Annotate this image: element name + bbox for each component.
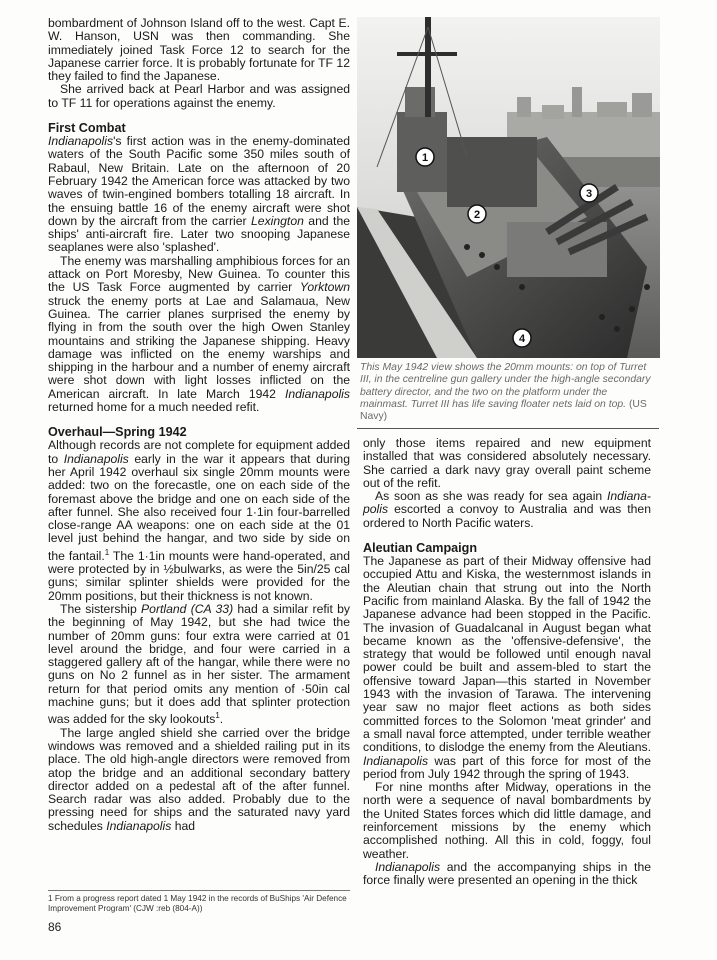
photo-credit: (US Navy)	[360, 398, 647, 423]
section-heading-overhaul: Overhaul—Spring 1942	[48, 425, 187, 440]
paragraph: only those items repaired and new equipment installed that was considered absolutely necessary. She carried a dark navy gray overall paint scheme out of the refit.	[363, 436, 651, 490]
paragraph: As soon as she was ready for sea again Indiana-polis escorted a convoy to Australia and was then ordered to North Pacific waters.	[363, 489, 651, 530]
footnote-divider	[48, 890, 350, 891]
paragraph: Indianapolis and the accompanying ships in the force finally were presented an opening in the thick	[363, 859, 651, 888]
svg-text:1: 1	[421, 152, 429, 164]
paragraph: The large angled shield she carried over the bridge windows was removed and a shielded railing put in its place. The old high-angle directors were removed from atop the bridge and an additional secondary battery director added on a pedestal aft of the after funnel. Search radar was also added. Probably due to the pressing need for ships and the saturated navy yard schedules Indianapolis had	[48, 725, 350, 833]
section-heading-aleutian-campaign: Aleutian Campaign	[363, 541, 478, 556]
paragraph: For nine months after Midway, operations in the north were a sequence of naval bombardments by the United States forces which did little damage, and reinforcement missions by the enemy which accomplished nothing. All this in cold, foggy, foul weather.	[363, 780, 651, 861]
photo-caption	[360, 362, 656, 423]
photo-marker-4	[513, 329, 531, 347]
paragraph: The enemy was marshalling amphibious forces for an attack on Port Moresby, New Guinea. To counter this the US Task Force augmented by carrier Yorktown struck the enemy ports at Lae and Salamaua, New Guinea. The carrier planes surprised the enemy by flying in from the south over the high Owen Stanley mountains and striking the Japanese shipping. Heavy damage was inflicted on the enemy warships and shipping in the harbour and a number of enemy aircraft were shot down with light losses inflicted on the American aircraft. In late March 1942 Indianapolis returned home for a much needed refit.	[48, 253, 350, 415]
caption-divider	[357, 428, 659, 429]
page-number: 86	[48, 920, 62, 934]
paragraph: bombardment of Johnson Island off to the west. Capt E. W. Hanson, USN was then commanding. She immediately joined Task Force 12 to search for the Japanese carrier force. It is probably fortunate for TF 12 they failed to find the Japanese.	[48, 16, 350, 84]
paragraph: Indianapolis's first action was in the enemy-dominated waters of the South Pacific some 350 miles south of Rabaul, New Britain. Late on the afternoon of 20 February 1942 the American force was attacked by two waves of twin-engined bombers totalling 18 aircraft. In the ensuing battle 16 of the enemy aircraft were shot down by the aircraft from the carrier Lexington and the ships' anti-aircraft fire. Later two snooping Japanese seaplanes were also 'splashed'.	[48, 134, 350, 255]
section-heading-first-combat: First Combat	[48, 121, 126, 136]
svg-text:2: 2	[473, 209, 481, 221]
footnote: 1 From a progress report dated 1 May 1942 in the records of BuShips 'Air Defence Improvement Program' (CJW :reb (804-A))	[48, 894, 347, 913]
paragraph: Although records are not complete for equipment added to Indianapolis early in the war it appears that during her April 1942 overhaul six single 20mm mounts were added: two on the forecastle, one on each side of the foremast above the bridge and one on each side of the after funnel. She also received four 1·1in four-barrelled close-range AA weapons: one on each side at the 01 level just behind the hangar, and two side by side on the fantail.$^1$ The 1·1in mounts were hand-operated, and were protected by in ½bulwarks, as were the 5in/25 cal guns; similar splinter shields were provided for the 20mm positions, but their thickness is not known.	[48, 438, 350, 603]
right-text-column	[363, 437, 651, 888]
photo-marker-1	[416, 148, 434, 166]
caption-text: This May 1942 view shows the 20mm mounts: on top of Turret III, in the centreline gun gallery under the high-angle secondary battery director, and the two on the platform under the mainmast. Turret III has life saving floater nets laid on top.	[360, 362, 651, 410]
left-text-column	[48, 17, 350, 833]
paragraph: The sistership Portland (CA 33) had a similar refit by the beginning of May 1942, but she had twice the number of 20mm guns: four extra were carried at 01 level around the bridge, and four were carried in a staggered gallery aft of the hangar, while there were no guns on No 2 funnel as in her sister. The armament return for that period omits any mention of ·50in cal machine guns; but it does add that splinter protection was added for the sky lookouts$^1$.	[48, 601, 350, 727]
photo-marker-3	[580, 184, 598, 202]
svg-text:3: 3	[585, 188, 593, 200]
ship-photo-image	[357, 17, 660, 358]
svg-text:4: 4	[518, 333, 526, 345]
paragraph: The Japanese as part of their Midway offensive had occupied Attu and Kiska, the westernmost islands in the Aleutian chain that strung out into the North Pacific from mainland Alaska. By the fall of 1942 the Japanese advance had been stopped in the Pacific. The invasion of Guadalcanal in August began what became known as the 'offensive-defensive', the strategy that would be followed until enough naval power could be built and assem-bled to start the offensive toward Japan—this started in November 1943 with the invasion of Tarawa. The intervening year saw no major fleet actions as both sides committed forces to the Solomon 'meat grinder' and a small naval force attempted, under terrible weather conditions, to dislodge the enemy from the Aleutians. Indianapolis was part of this force for most of the period from July 1942 through the spring of 1943.	[363, 554, 651, 781]
ship-photo	[357, 17, 660, 358]
paragraph: She arrived back at Pearl Harbor and was assigned to TF 11 for operations against the enemy.	[48, 82, 350, 110]
photo-marker-2	[468, 205, 486, 223]
